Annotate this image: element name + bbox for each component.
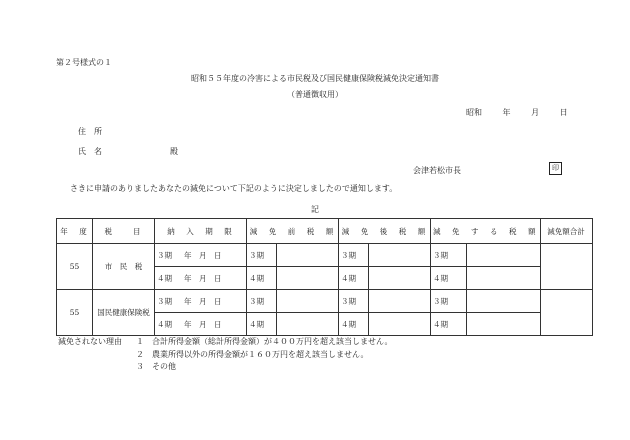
after-amount <box>369 244 431 267</box>
reduction-period: ３期 <box>431 244 467 267</box>
reasons-label: 減免されない理由 <box>58 337 122 346</box>
before-amount <box>277 313 339 336</box>
date-line <box>466 107 568 118</box>
header-total: 減免額合計 <box>540 219 592 244</box>
reduction-amount <box>466 313 540 336</box>
before-amount <box>277 244 339 267</box>
reason-line <box>58 336 392 349</box>
after-amount <box>369 313 431 336</box>
deadline-cell <box>155 313 247 336</box>
before-amount <box>277 290 339 313</box>
total-cell <box>540 290 592 336</box>
reduction-amount <box>466 244 540 267</box>
deadline-date: 年 月 日 <box>184 319 222 329</box>
header-year: 年 度 <box>57 219 93 244</box>
row-tax: 国民健康保険税 <box>93 290 155 336</box>
deadline-cell <box>155 290 247 313</box>
ki-heading: 記 <box>311 205 319 214</box>
date-year: 年 <box>502 108 511 117</box>
reduction-period: ４期 <box>431 267 467 290</box>
header-tax: 税 目 <box>93 219 155 244</box>
date-month: 月 <box>531 108 540 117</box>
row-tax: 市 民 税 <box>93 244 155 290</box>
before-period: ４期 <box>247 313 277 336</box>
mayor-title: 会津若松市長 <box>413 166 461 175</box>
table-header-row <box>57 219 593 244</box>
reasons-block <box>58 336 392 374</box>
reason-item: ２ 農業所得以外の所得金額が１６０万円を超え該当しません。 <box>136 349 369 359</box>
row-year: 55 <box>57 244 93 290</box>
before-period: ３期 <box>247 290 277 313</box>
date-day: 日 <box>559 108 568 117</box>
reduction-amount <box>466 290 540 313</box>
reduction-amount <box>466 267 540 290</box>
deadline-cell <box>155 244 247 267</box>
document-subtitle: （普通徴収用） <box>287 90 343 99</box>
after-period: ４期 <box>339 313 369 336</box>
reason-item: １ 合計所得金額（総計所得金額）が４００万円を超え該当しません。 <box>136 337 393 346</box>
total-cell <box>540 244 592 290</box>
table-row <box>57 290 593 313</box>
date-era: 昭和 <box>466 108 482 117</box>
seal-mark: 印 <box>549 162 562 175</box>
after-amount <box>369 290 431 313</box>
after-period: ４期 <box>339 267 369 290</box>
reduction-period: ３期 <box>431 290 467 313</box>
header-deadline: 納 入 期 限 <box>155 219 247 244</box>
after-period: ３期 <box>339 290 369 313</box>
deadline-cell <box>155 267 247 290</box>
period-label: ４期 <box>157 273 172 283</box>
period-label: ４期 <box>157 319 172 329</box>
before-amount <box>277 267 339 290</box>
honorific: 殿 <box>170 147 178 156</box>
reason-item: ３ その他 <box>136 362 176 371</box>
reduction-period: ４期 <box>431 313 467 336</box>
address-label: 住 所 <box>78 127 102 136</box>
before-period: ４期 <box>247 267 277 290</box>
document-title: 昭和５５年度の冷害による市民税及び国民健康保険税減免決定通知書 <box>191 74 439 83</box>
header-reduction: 減 免 す る 税 額 <box>431 219 541 244</box>
reason-line <box>58 349 392 362</box>
after-period: ３期 <box>339 244 369 267</box>
period-label: ３期 <box>157 296 172 306</box>
row-year: 55 <box>57 290 93 336</box>
reason-line <box>58 361 392 374</box>
deadline-date: 年 月 日 <box>184 273 222 283</box>
after-amount <box>369 267 431 290</box>
before-period: ３期 <box>247 244 277 267</box>
table-row <box>57 244 593 267</box>
deadline-date: 年 月 日 <box>184 296 222 306</box>
name-label: 氏 名 <box>78 147 102 156</box>
header-before: 減 免 前 税 額 <box>247 219 339 244</box>
form-number: 第２号様式の１ <box>56 58 112 67</box>
tax-table <box>56 218 593 336</box>
header-after: 減 免 後 税 額 <box>339 219 431 244</box>
period-label: ３期 <box>157 250 172 260</box>
intro-text: さきに申請のありましたあなたの減免について下記のように決定しましたので通知します。 <box>70 184 398 193</box>
deadline-date: 年 月 日 <box>184 250 222 260</box>
